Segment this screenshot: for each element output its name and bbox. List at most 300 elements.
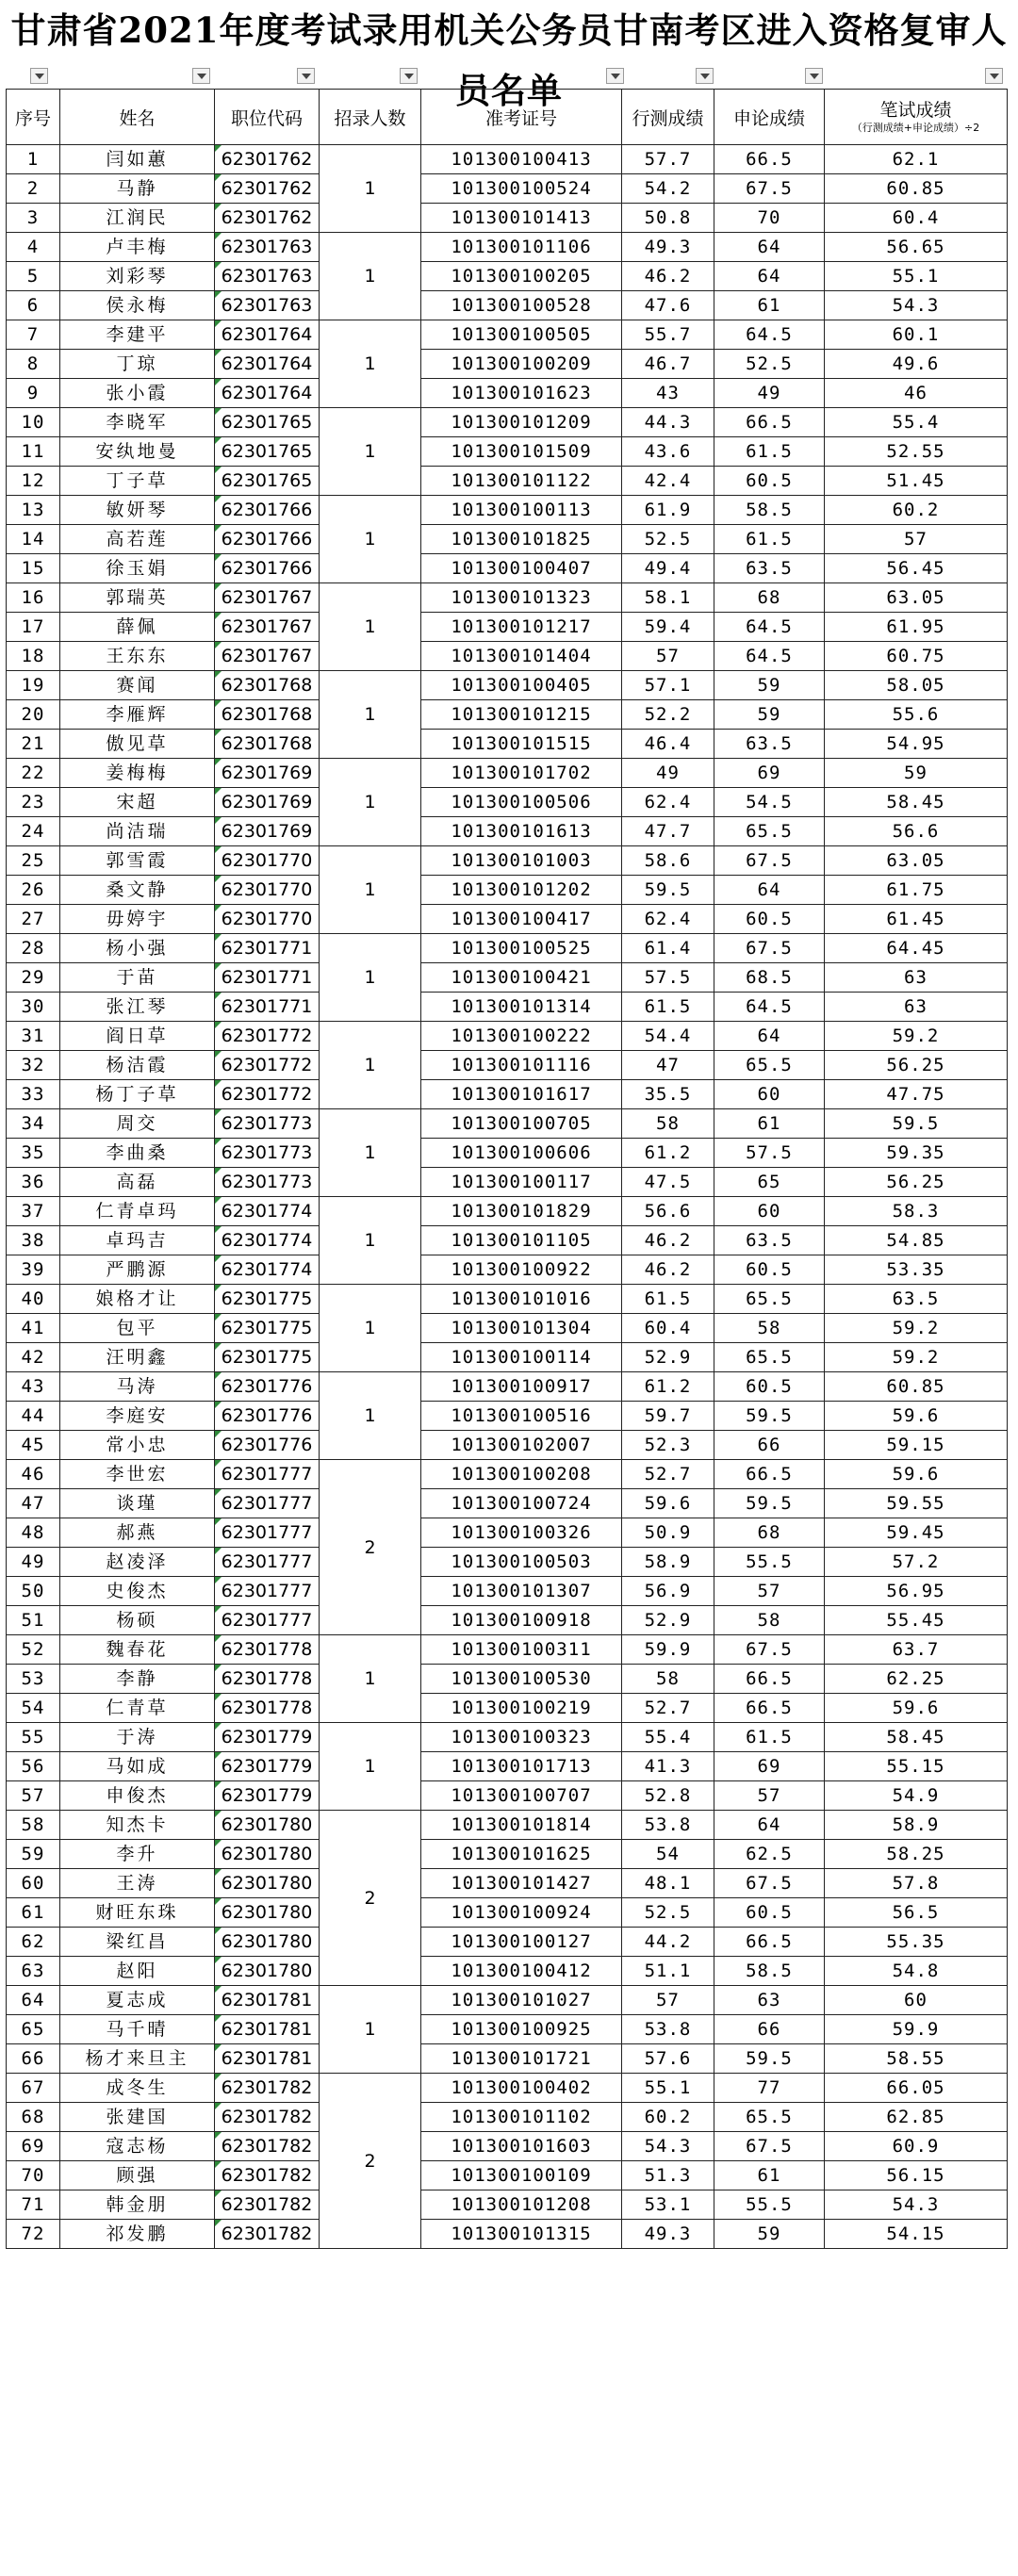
cell-name: 李升 — [60, 1840, 215, 1869]
cell-name: 郭雪霞 — [60, 846, 215, 876]
cell-written: 56.25 — [825, 1051, 1008, 1080]
cell-written: 64.45 — [825, 934, 1008, 963]
cell-code: 62301779 — [215, 1752, 320, 1781]
table-row — [7, 204, 1008, 233]
cell-code: 62301762 — [215, 204, 320, 233]
cell-name: 杨洁霞 — [60, 1051, 215, 1080]
cell-name: 杨丁子草 — [60, 1080, 215, 1109]
cell-sl: 66.5 — [714, 1665, 825, 1694]
table-row — [7, 320, 1008, 350]
cell-code: 62301764 — [215, 320, 320, 350]
cell-written: 55.15 — [825, 1752, 1008, 1781]
cell-exam: 101300102007 — [421, 1431, 622, 1460]
cell-seq: 40 — [7, 1285, 60, 1314]
table-row — [7, 934, 1008, 963]
table-row — [7, 671, 1008, 700]
table-row — [7, 1139, 1008, 1168]
filter-dropdown-count[interactable] — [400, 68, 418, 84]
cell-code: 62301772 — [215, 1051, 320, 1080]
cell-exam: 101300101814 — [421, 1811, 622, 1840]
table-row — [7, 1051, 1008, 1080]
cell-code: 62301782 — [215, 2190, 320, 2220]
cell-xc: 62.4 — [622, 788, 714, 817]
cell-name: 卓玛吉 — [60, 1226, 215, 1255]
cell-code: 62301763 — [215, 291, 320, 320]
cell-seq: 45 — [7, 1431, 60, 1460]
cell-seq: 65 — [7, 2015, 60, 2044]
cell-sl: 66.5 — [714, 1460, 825, 1489]
cell-seq: 62 — [7, 1928, 60, 1957]
cell-seq: 71 — [7, 2190, 60, 2220]
table-row — [7, 233, 1008, 262]
cell-sl: 63.5 — [714, 554, 825, 583]
cell-count: 1 — [320, 759, 421, 846]
table-row — [7, 1285, 1008, 1314]
cell-sl: 77 — [714, 2074, 825, 2103]
cell-written: 59.45 — [825, 1518, 1008, 1548]
cell-seq: 35 — [7, 1139, 60, 1168]
cell-seq: 63 — [7, 1957, 60, 1986]
cell-code: 62301768 — [215, 730, 320, 759]
cell-sl: 60 — [714, 1080, 825, 1109]
cell-code: 62301771 — [215, 993, 320, 1022]
cell-code: 62301762 — [215, 174, 320, 204]
table-row — [7, 1928, 1008, 1957]
table-row — [7, 1577, 1008, 1606]
cell-sl: 60.5 — [714, 467, 825, 496]
cell-code: 62301767 — [215, 583, 320, 613]
table-row — [7, 993, 1008, 1022]
cell-name: 祁发鹏 — [60, 2220, 215, 2249]
cell-sl: 66.5 — [714, 1694, 825, 1723]
cell-exam: 101300100405 — [421, 671, 622, 700]
table-row — [7, 583, 1008, 613]
cell-exam: 101300101413 — [421, 204, 622, 233]
table-row — [7, 1489, 1008, 1518]
cell-seq: 34 — [7, 1109, 60, 1139]
cell-exam: 101300100412 — [421, 1957, 622, 1986]
cell-xc: 55.4 — [622, 1723, 714, 1752]
table-row — [7, 408, 1008, 437]
cell-xc: 50.9 — [622, 1518, 714, 1548]
header-written — [825, 90, 1008, 145]
cell-name: 财旺东珠 — [60, 1898, 215, 1928]
cell-written: 56.5 — [825, 1898, 1008, 1928]
cell-sl: 61.5 — [714, 437, 825, 467]
cell-exam: 101300101106 — [421, 233, 622, 262]
cell-name: 郭瑞英 — [60, 583, 215, 613]
cell-sl: 52.5 — [714, 350, 825, 379]
cell-sl: 64 — [714, 262, 825, 291]
cell-xc: 57.1 — [622, 671, 714, 700]
filter-dropdown-written[interactable] — [985, 68, 1003, 84]
cell-exam: 101300100503 — [421, 1548, 622, 1577]
cell-code: 62301762 — [215, 145, 320, 174]
cell-code: 62301782 — [215, 2161, 320, 2190]
document-title: 甘肃省2021年度考试录用机关公务员甘南考区进入资格复审人员名单 — [10, 9, 1008, 111]
cell-exam: 101300101625 — [421, 1840, 622, 1869]
header-seq: 序号 — [7, 90, 60, 145]
header-sl: 申论成绩 — [714, 90, 825, 145]
table-row — [7, 1986, 1008, 2015]
cell-code: 62301770 — [215, 846, 320, 876]
cell-written: 61.95 — [825, 613, 1008, 642]
cell-exam: 101300100506 — [421, 788, 622, 817]
cell-code: 62301773 — [215, 1168, 320, 1197]
cell-seq: 27 — [7, 905, 60, 934]
cell-seq: 8 — [7, 350, 60, 379]
cell-code: 62301763 — [215, 262, 320, 291]
cell-exam: 101300101617 — [421, 1080, 622, 1109]
cell-written: 53.35 — [825, 1255, 1008, 1285]
cell-count: 1 — [320, 1986, 421, 2074]
cell-seq: 33 — [7, 1080, 60, 1109]
cell-sl: 70 — [714, 204, 825, 233]
table-row — [7, 1431, 1008, 1460]
filter-dropdown-code[interactable] — [297, 68, 315, 84]
cell-written: 58.3 — [825, 1197, 1008, 1226]
cell-seq: 21 — [7, 730, 60, 759]
cell-exam: 101300101102 — [421, 2103, 622, 2132]
cell-name: 马涛 — [60, 1372, 215, 1402]
table-row — [7, 1752, 1008, 1781]
cell-xc: 61.5 — [622, 1285, 714, 1314]
cell-sl: 58.5 — [714, 496, 825, 525]
cell-written: 49.6 — [825, 350, 1008, 379]
table-row — [7, 1402, 1008, 1431]
cell-seq: 43 — [7, 1372, 60, 1402]
cell-name: 周交 — [60, 1109, 215, 1139]
table-row — [7, 350, 1008, 379]
cell-seq: 28 — [7, 934, 60, 963]
cell-count: 1 — [320, 1197, 421, 1285]
cell-name: 阎日草 — [60, 1022, 215, 1051]
cell-xc: 55.7 — [622, 320, 714, 350]
table-row — [7, 759, 1008, 788]
cell-code: 62301776 — [215, 1402, 320, 1431]
cell-xc: 58.1 — [622, 583, 714, 613]
cell-name: 张建国 — [60, 2103, 215, 2132]
filter-dropdown-xc[interactable] — [696, 68, 714, 84]
cell-exam: 101300101404 — [421, 642, 622, 671]
cell-written: 60.1 — [825, 320, 1008, 350]
cell-code: 62301774 — [215, 1197, 320, 1226]
cell-exam: 101300101314 — [421, 993, 622, 1022]
cell-exam: 101300100117 — [421, 1168, 622, 1197]
filter-dropdown-sl[interactable] — [805, 68, 823, 84]
cell-written: 58.25 — [825, 1840, 1008, 1869]
cell-sl: 66.5 — [714, 1928, 825, 1957]
table-row — [7, 1548, 1008, 1577]
cell-name: 梁红昌 — [60, 1928, 215, 1957]
cell-xc: 52.9 — [622, 1606, 714, 1635]
cell-code: 62301776 — [215, 1372, 320, 1402]
cell-code: 62301772 — [215, 1022, 320, 1051]
cell-exam: 101300101208 — [421, 2190, 622, 2220]
cell-seq: 58 — [7, 1811, 60, 1840]
cell-seq: 47 — [7, 1489, 60, 1518]
table-row — [7, 2074, 1008, 2103]
cell-xc: 57.6 — [622, 2044, 714, 2074]
cell-written: 54.95 — [825, 730, 1008, 759]
cell-name: 张江琴 — [60, 993, 215, 1022]
cell-written: 54.9 — [825, 1781, 1008, 1811]
cell-name: 顾强 — [60, 2161, 215, 2190]
cell-sl: 69 — [714, 1752, 825, 1781]
header-name: 姓名 — [60, 90, 215, 145]
cell-code: 62301778 — [215, 1665, 320, 1694]
cell-seq: 38 — [7, 1226, 60, 1255]
cell-name: 王东东 — [60, 642, 215, 671]
cell-sl: 64 — [714, 233, 825, 262]
cell-name: 谈瑾 — [60, 1489, 215, 1518]
cell-exam: 101300101702 — [421, 759, 622, 788]
cell-xc: 46.2 — [622, 262, 714, 291]
cell-sl: 62.5 — [714, 1840, 825, 1869]
cell-xc: 46.2 — [622, 1255, 714, 1285]
cell-exam: 101300101613 — [421, 817, 622, 846]
cell-sl: 59.5 — [714, 2044, 825, 2074]
cell-written: 63.05 — [825, 846, 1008, 876]
cell-code: 62301779 — [215, 1781, 320, 1811]
cell-written: 60.85 — [825, 174, 1008, 204]
cell-written: 59.55 — [825, 1489, 1008, 1518]
cell-name: 薛佩 — [60, 613, 215, 642]
cell-count: 1 — [320, 233, 421, 320]
cell-exam: 101300100417 — [421, 905, 622, 934]
table-row — [7, 730, 1008, 759]
cell-sl: 61.5 — [714, 525, 825, 554]
cell-name: 于涛 — [60, 1723, 215, 1752]
cell-name: 仁青卓玛 — [60, 1197, 215, 1226]
cell-name: 韩金朋 — [60, 2190, 215, 2220]
cell-written: 55.45 — [825, 1606, 1008, 1635]
table-row — [7, 846, 1008, 876]
cell-name: 丁子草 — [60, 467, 215, 496]
cell-seq: 54 — [7, 1694, 60, 1723]
cell-count: 1 — [320, 1285, 421, 1372]
table-row — [7, 1723, 1008, 1752]
cell-seq: 6 — [7, 291, 60, 320]
cell-exam: 101300100530 — [421, 1665, 622, 1694]
cell-name: 李建平 — [60, 320, 215, 350]
cell-count: 1 — [320, 496, 421, 583]
cell-seq: 9 — [7, 379, 60, 408]
cell-written: 59.15 — [825, 1431, 1008, 1460]
cell-exam: 101300100326 — [421, 1518, 622, 1548]
cell-written: 56.25 — [825, 1168, 1008, 1197]
cell-code: 62301768 — [215, 700, 320, 730]
cell-sl: 60.5 — [714, 1372, 825, 1402]
cell-code: 62301764 — [215, 379, 320, 408]
cell-written: 54.8 — [825, 1957, 1008, 1986]
cell-xc: 52.5 — [622, 525, 714, 554]
cell-exam: 101300100323 — [421, 1723, 622, 1752]
cell-xc: 54.4 — [622, 1022, 714, 1051]
table-row — [7, 1226, 1008, 1255]
cell-name: 侯永梅 — [60, 291, 215, 320]
cell-written: 54.15 — [825, 2220, 1008, 2249]
filter-dropdown-seq[interactable] — [30, 68, 48, 84]
table-row — [7, 379, 1008, 408]
cell-count: 2 — [320, 2074, 421, 2249]
cell-code: 62301777 — [215, 1577, 320, 1606]
cell-count: 1 — [320, 1635, 421, 1723]
cell-written: 59.6 — [825, 1402, 1008, 1431]
table-row — [7, 1197, 1008, 1226]
cell-xc: 60.2 — [622, 2103, 714, 2132]
cell-xc: 52.3 — [622, 1431, 714, 1460]
cell-xc: 43.6 — [622, 437, 714, 467]
cell-code: 62301779 — [215, 1723, 320, 1752]
cell-xc: 43 — [622, 379, 714, 408]
cell-seq: 31 — [7, 1022, 60, 1051]
cell-written: 56.6 — [825, 817, 1008, 846]
table-row — [7, 817, 1008, 846]
cell-exam: 101300101509 — [421, 437, 622, 467]
cell-xc: 62.4 — [622, 905, 714, 934]
cell-code: 62301782 — [215, 2103, 320, 2132]
table-row — [7, 1957, 1008, 1986]
table-row — [7, 2015, 1008, 2044]
cell-seq: 30 — [7, 993, 60, 1022]
cell-name: 安纨地曼 — [60, 437, 215, 467]
cell-exam: 101300101427 — [421, 1869, 622, 1898]
cell-seq: 49 — [7, 1548, 60, 1577]
cell-sl: 67.5 — [714, 174, 825, 204]
cell-seq: 44 — [7, 1402, 60, 1431]
cell-exam: 101300100925 — [421, 2015, 622, 2044]
cell-seq: 70 — [7, 2161, 60, 2190]
cell-xc: 59.4 — [622, 613, 714, 642]
cell-written: 58.55 — [825, 2044, 1008, 2074]
cell-seq: 69 — [7, 2132, 60, 2161]
cell-sl: 63.5 — [714, 730, 825, 759]
cell-sl: 65.5 — [714, 2103, 825, 2132]
cell-seq: 42 — [7, 1343, 60, 1372]
cell-exam: 101300100413 — [421, 145, 622, 174]
table-body — [7, 145, 1008, 2249]
table-row — [7, 700, 1008, 730]
cell-written: 57.8 — [825, 1869, 1008, 1898]
cell-seq: 55 — [7, 1723, 60, 1752]
cell-xc: 52.8 — [622, 1781, 714, 1811]
table-row — [7, 467, 1008, 496]
table-row — [7, 1694, 1008, 1723]
table-row — [7, 963, 1008, 993]
cell-code: 62301777 — [215, 1518, 320, 1548]
cell-written: 58.45 — [825, 1723, 1008, 1752]
applicant-table — [6, 89, 1008, 2249]
cell-name: 李雁辉 — [60, 700, 215, 730]
cell-name: 宋超 — [60, 788, 215, 817]
cell-xc: 54 — [622, 1840, 714, 1869]
cell-seq: 25 — [7, 846, 60, 876]
cell-sl: 49 — [714, 379, 825, 408]
cell-name: 卢丰梅 — [60, 233, 215, 262]
table-row — [7, 262, 1008, 291]
cell-written: 57 — [825, 525, 1008, 554]
cell-code: 62301781 — [215, 2044, 320, 2074]
cell-seq: 4 — [7, 233, 60, 262]
cell-seq: 48 — [7, 1518, 60, 1548]
cell-count: 1 — [320, 1723, 421, 1811]
cell-written: 57.2 — [825, 1548, 1008, 1577]
cell-exam: 101300101315 — [421, 2220, 622, 2249]
cell-sl: 61.5 — [714, 1723, 825, 1752]
cell-name: 高磊 — [60, 1168, 215, 1197]
cell-exam: 101300100407 — [421, 554, 622, 583]
cell-sl: 63 — [714, 1986, 825, 2015]
cell-code: 62301771 — [215, 963, 320, 993]
cell-exam: 101300101209 — [421, 408, 622, 437]
cell-xc: 52.9 — [622, 1343, 714, 1372]
cell-name: 郝燕 — [60, 1518, 215, 1548]
cell-seq: 15 — [7, 554, 60, 583]
cell-exam: 101300100917 — [421, 1372, 622, 1402]
table-row — [7, 2161, 1008, 2190]
cell-exam: 101300100528 — [421, 291, 622, 320]
cell-seq: 5 — [7, 262, 60, 291]
cell-xc: 60.4 — [622, 1314, 714, 1343]
cell-xc: 54.3 — [622, 2132, 714, 2161]
cell-exam: 101300100505 — [421, 320, 622, 350]
cell-xc: 57 — [622, 1986, 714, 2015]
cell-exam: 101300100516 — [421, 1402, 622, 1431]
table-row — [7, 876, 1008, 905]
cell-exam: 101300100127 — [421, 1928, 622, 1957]
cell-exam: 101300101825 — [421, 525, 622, 554]
cell-sl: 66 — [714, 1431, 825, 1460]
table-row — [7, 1022, 1008, 1051]
cell-sl: 59 — [714, 700, 825, 730]
cell-exam: 101300100113 — [421, 496, 622, 525]
cell-exam: 101300100918 — [421, 1606, 622, 1635]
cell-code: 62301782 — [215, 2074, 320, 2103]
filter-dropdown-name[interactable] — [192, 68, 210, 84]
cell-code: 62301777 — [215, 1460, 320, 1489]
cell-xc: 47 — [622, 1051, 714, 1080]
cell-sl: 67.5 — [714, 934, 825, 963]
cell-xc: 58 — [622, 1665, 714, 1694]
cell-sl: 69 — [714, 759, 825, 788]
cell-code: 62301777 — [215, 1489, 320, 1518]
cell-count: 1 — [320, 145, 421, 233]
cell-count: 1 — [320, 583, 421, 671]
cell-seq: 36 — [7, 1168, 60, 1197]
cell-name: 于苗 — [60, 963, 215, 993]
cell-written: 59.6 — [825, 1694, 1008, 1723]
table-row — [7, 2044, 1008, 2074]
cell-written: 60.2 — [825, 496, 1008, 525]
cell-sl: 58.5 — [714, 1957, 825, 1986]
cell-seq: 22 — [7, 759, 60, 788]
table-row — [7, 788, 1008, 817]
cell-code: 62301768 — [215, 671, 320, 700]
cell-name: 申俊杰 — [60, 1781, 215, 1811]
cell-name: 赵凌泽 — [60, 1548, 215, 1577]
cell-count: 2 — [320, 1811, 421, 1986]
cell-xc: 52.7 — [622, 1460, 714, 1489]
cell-sl: 60.5 — [714, 1898, 825, 1928]
cell-name: 知杰卡 — [60, 1811, 215, 1840]
cell-exam: 101300101105 — [421, 1226, 622, 1255]
cell-written: 58.05 — [825, 671, 1008, 700]
cell-name: 李世宏 — [60, 1460, 215, 1489]
filter-dropdown-exam[interactable] — [606, 68, 624, 84]
cell-sl: 68.5 — [714, 963, 825, 993]
cell-code: 62301782 — [215, 2132, 320, 2161]
